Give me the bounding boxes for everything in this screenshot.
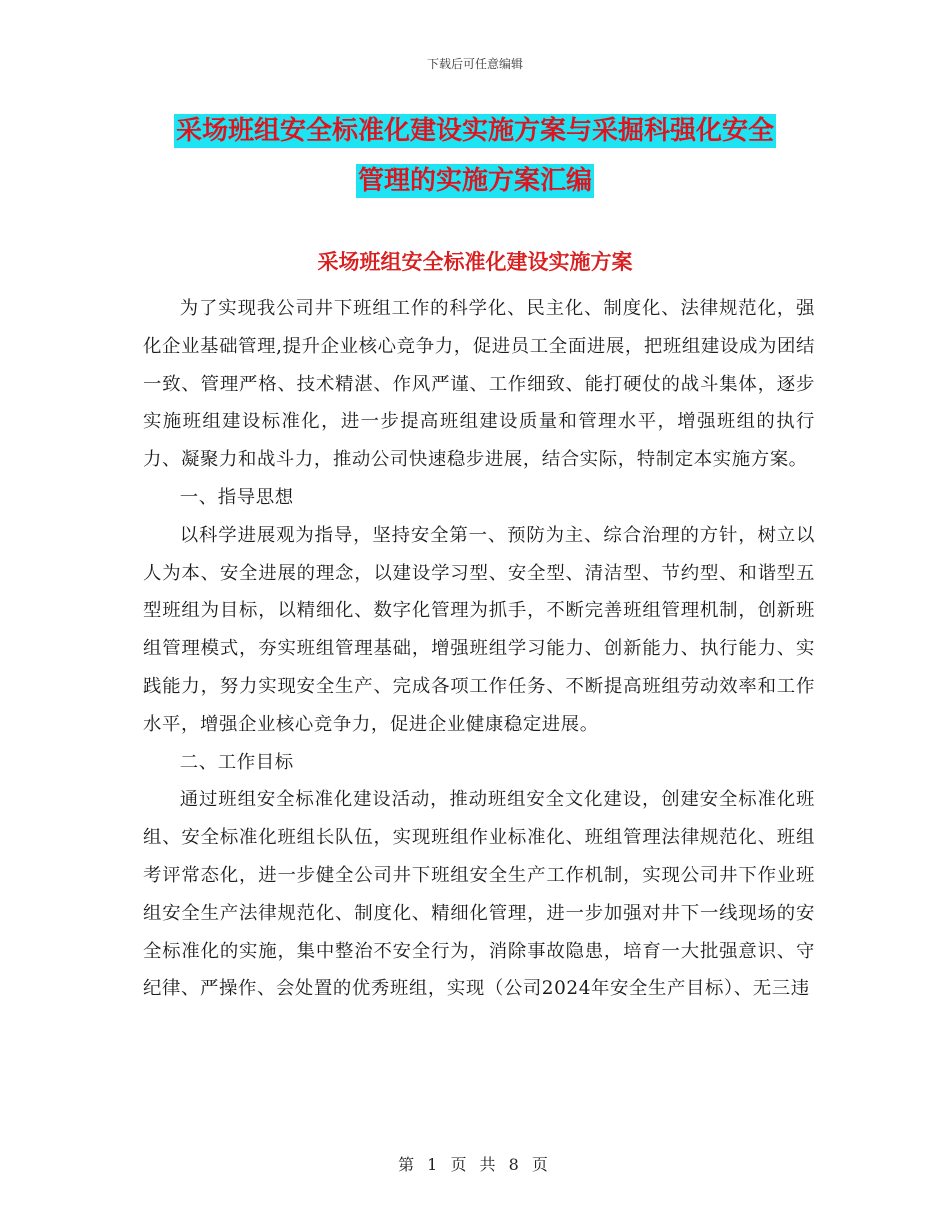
document-title: [140, 106, 810, 206]
paragraph-intro: 为了实现我公司井下班组工作的科学化、民主化、制度化、法律规范化，强化企业基础管理,提升企业核心竞争力，促进员工全面进展，把班组建设成为团结一致、管理严格、技术精湛、作风严谨、工作细致、能打硬仗的战斗集体，逐步实施班组建设标准化，进一步提高班组建设质量和管理水平，增强班组的执行力、凝聚力和战斗力，推动公司快速稳步进展，结合实际，特制定本实施方案。: [143, 298, 815, 471]
heading-work-goals: 二、工作目标: [179, 751, 294, 773]
paragraph-work-goals: 通过班组安全标准化建设活动，推动班组安全文化建设，创建安全标准化班组、安全标准化班组长队伍，实现班组作业标准化、班组管理法律规范化、班组考评常态化，进一步健全公司井下班组安全生产工作机制，实现公司井下作业班组安全生产法律规范化、制度化、精细化管理，进一步加强对井下一线现场的安全标准化的实施，集中整治不安全行为，消除事故隐患，培育一大批强意识、守纪律、严操作、会处置的优秀班组，实现（公司2024年安全生产目标）、无三违: [143, 789, 815, 1000]
heading-guiding-ideology: 一、指导思想: [179, 486, 294, 508]
document-title-line2: 管理的实施方案汇编: [357, 166, 592, 196]
section-title: 采场班组安全标准化建设实施方案: [317, 250, 633, 274]
page-indicator: 第 1 页 共 8 页: [398, 1155, 552, 1174]
header-note: 下载后可任意编辑: [426, 57, 523, 71]
paragraph-guiding-ideology: 以科学进展观为指导，坚持安全第一、预防为主、综合治理的方针，树立以人为本、安全进展的理念，以建设学习型、安全型、清洁型、节约型、和谐型五型班组为目标，以精细化、数字化管理为抓手，不断完善班组管理机制，创新班组管理模式，夯实班组管理基础，增强班组学习能力、创新能力、执行能力、实践能力，努力实现安全生产、完成各项工作任务、不断提高班组劳动效率和工作水平，增强企业核心竞争力，促进企业健康稳定进展。: [143, 524, 815, 735]
document-title-line1: 采场班组安全标准化建设实施方案与采掘科强化安全: [175, 116, 774, 146]
document-body: [143, 290, 815, 1008]
